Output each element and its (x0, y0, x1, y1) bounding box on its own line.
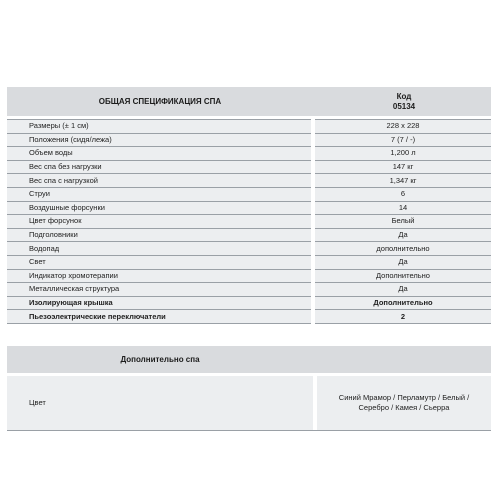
color-value (317, 376, 491, 430)
spec-row (7, 296, 491, 310)
spec-row-value: Да (313, 228, 491, 242)
spec-row (7, 255, 491, 269)
spec-table (7, 119, 491, 324)
color-label: Цвет (7, 376, 313, 430)
spec-row (7, 160, 491, 174)
spec-row-label: Вес спа с нагрузкой (7, 174, 313, 188)
spec-row-label: Металлическая структура (7, 283, 313, 297)
spec-row (7, 242, 491, 256)
spec-row-label: Вес спа без нагрузки (7, 160, 313, 174)
extra-title: Дополнительно спа (120, 354, 200, 364)
spec-row (7, 269, 491, 283)
spec-row-value: 1,200 л (313, 147, 491, 161)
spec-header (7, 87, 491, 116)
spec-row-label: Пьезоэлектрические переключатели (7, 310, 313, 324)
spec-row (7, 215, 491, 229)
spec-row (7, 283, 491, 297)
spec-row-label: Индикатор хромотерапии (7, 269, 313, 283)
spec-row-value: 6 (313, 187, 491, 201)
spec-row-label: Воздушные форсунки (7, 201, 313, 215)
extra-header-right (317, 346, 491, 373)
spec-row (7, 147, 491, 161)
spec-row-value: 1,347 кг (313, 174, 491, 188)
spec-row-label: Струи (7, 187, 313, 201)
color-value-line2: Серебро / Камея / Сьерра (358, 402, 450, 412)
spec-row (7, 174, 491, 188)
code-value: 05134 (392, 101, 416, 111)
spec-row-value: Белый (313, 215, 491, 229)
spec-title: ОБЩАЯ СПЕЦИФИКАЦИЯ СПА (98, 97, 222, 106)
spec-row-label: Положения (сидя/лежа) (7, 133, 313, 147)
spec-row (7, 133, 491, 147)
spec-row-value: 14 (313, 201, 491, 215)
spec-row (7, 120, 491, 134)
spec-row (7, 187, 491, 201)
spec-row-label: Изолирующая крышка (7, 296, 313, 310)
spec-row-value: 228 x 228 (313, 120, 491, 134)
spec-row-label: Объем воды (7, 147, 313, 161)
spec-row-value: Дополнительно (313, 296, 491, 310)
spec-row-label: Водопад (7, 242, 313, 256)
color-row (7, 376, 491, 431)
color-value-line1: Синий Мрамор / Перламутр / Белый / (338, 392, 470, 402)
spec-row (7, 228, 491, 242)
spec-row (7, 201, 491, 215)
spec-row-value: 7 (7 / -) (313, 133, 491, 147)
spec-row-label: Подголовники (7, 228, 313, 242)
spec-row-value: Дополнительно (313, 269, 491, 283)
spec-row-label: Размеры (± 1 см) (7, 120, 313, 134)
spec-sheet (7, 87, 491, 431)
spec-row-label: Свет (7, 255, 313, 269)
spec-row-value: 147 кг (313, 160, 491, 174)
spec-row (7, 310, 491, 324)
extra-header (7, 346, 491, 373)
spec-row-value: дополнительно (313, 242, 491, 256)
spec-row-value: Да (313, 283, 491, 297)
code-cell (317, 87, 491, 116)
code-label: Код (396, 91, 412, 101)
spec-row-value: Да (313, 255, 491, 269)
spec-row-value: 2 (313, 310, 491, 324)
spec-row-label: Цвет форсунок (7, 215, 313, 229)
